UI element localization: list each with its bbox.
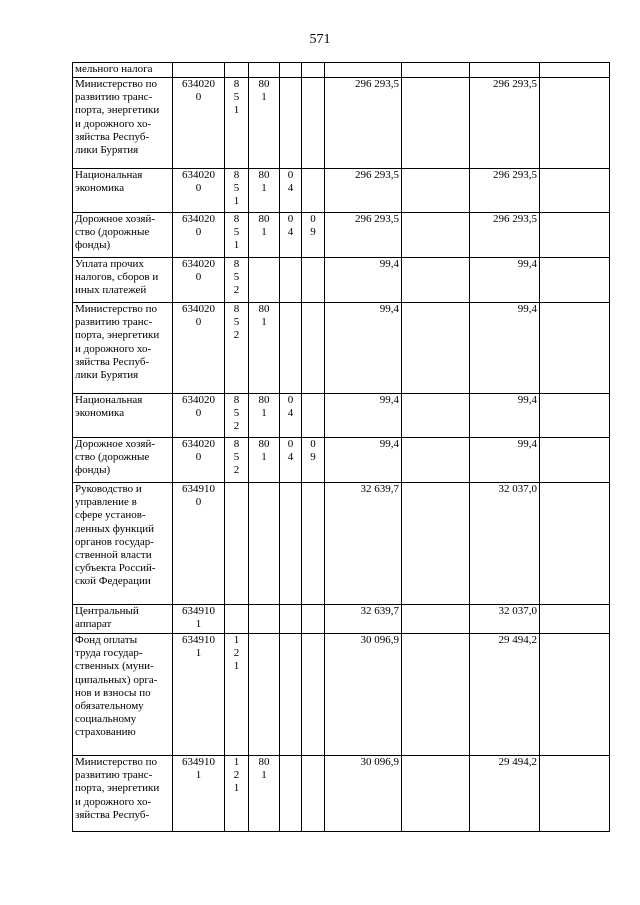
amount-cell-3: 32 037,0: [470, 483, 540, 605]
budget-table-body: [73, 63, 610, 832]
expense-type-cell: 8 5 2: [225, 438, 249, 483]
row-name-cell: Национальная экономика: [73, 169, 173, 213]
budget-table: [72, 62, 610, 832]
table-row: [73, 605, 610, 634]
target-article-cell: 634020 0: [173, 394, 225, 438]
table-row: [73, 438, 610, 483]
administrator-cell: 80 1: [249, 213, 280, 258]
subsection-cell: [302, 756, 325, 832]
amount-cell-4: [540, 483, 610, 605]
amount-cell-2: [402, 213, 470, 258]
amount-cell-3: [470, 63, 540, 78]
amount-cell-1: 99,4: [325, 258, 402, 303]
amount-cell-3: 99,4: [470, 438, 540, 483]
target-article-cell: 634020 0: [173, 169, 225, 213]
amount-cell-4: [540, 78, 610, 169]
amount-cell-1: 99,4: [325, 394, 402, 438]
administrator-cell: 80 1: [249, 756, 280, 832]
section-cell: 0 4: [280, 213, 302, 258]
amount-cell-3: 99,4: [470, 258, 540, 303]
amount-cell-3: 296 293,5: [470, 169, 540, 213]
amount-cell-3: 29 494,2: [470, 634, 540, 756]
row-name-cell: мельного налога: [73, 63, 173, 78]
administrator-cell: 80 1: [249, 394, 280, 438]
target-article-cell: 634020 0: [173, 438, 225, 483]
subsection-cell: [302, 258, 325, 303]
amount-cell-4: [540, 63, 610, 78]
expense-type-cell: 1 2 1: [225, 756, 249, 832]
table-row: [73, 78, 610, 169]
amount-cell-3: 29 494,2: [470, 756, 540, 832]
table-row: [73, 634, 610, 756]
target-article-cell: 634910 0: [173, 483, 225, 605]
expense-type-cell: 8 5 2: [225, 394, 249, 438]
expense-type-cell: 8 5 1: [225, 78, 249, 169]
amount-cell-1: [325, 63, 402, 78]
amount-cell-1: 32 639,7: [325, 483, 402, 605]
amount-cell-1: 296 293,5: [325, 169, 402, 213]
administrator-cell: [249, 258, 280, 303]
amount-cell-3: 99,4: [470, 394, 540, 438]
amount-cell-1: 30 096,9: [325, 634, 402, 756]
amount-cell-1: 30 096,9: [325, 756, 402, 832]
amount-cell-2: [402, 258, 470, 303]
amount-cell-2: [402, 303, 470, 394]
amount-cell-4: [540, 438, 610, 483]
section-cell: 0 4: [280, 394, 302, 438]
amount-cell-2: [402, 394, 470, 438]
row-name-cell: Министерство по развитию транс- порта, энергетики и дорожного хо- зяйства Респуб- лики Бурятия: [73, 78, 173, 169]
expense-type-cell: 8 5 2: [225, 303, 249, 394]
target-article-cell: 634020 0: [173, 213, 225, 258]
row-name-cell: Дорожное хозяй- ство (дорожные фонды): [73, 438, 173, 483]
administrator-cell: [249, 63, 280, 78]
section-cell: [280, 303, 302, 394]
target-article-cell: [173, 63, 225, 78]
section-cell: [280, 63, 302, 78]
row-name-cell: Дорожное хозяй- ство (дорожные фонды): [73, 213, 173, 258]
row-name-cell: Министерство по развитию транс- порта, энергетики и дорожного хо- зяйства Респуб-: [73, 756, 173, 832]
table-row: [73, 169, 610, 213]
amount-cell-2: [402, 78, 470, 169]
amount-cell-4: [540, 634, 610, 756]
amount-cell-3: 99,4: [470, 303, 540, 394]
amount-cell-3: 32 037,0: [470, 605, 540, 634]
section-cell: [280, 605, 302, 634]
section-cell: [280, 258, 302, 303]
amount-cell-3: 296 293,5: [470, 78, 540, 169]
amount-cell-2: [402, 483, 470, 605]
table-row: [73, 213, 610, 258]
table-row: [73, 756, 610, 832]
target-article-cell: 634020 0: [173, 303, 225, 394]
amount-cell-4: [540, 303, 610, 394]
administrator-cell: [249, 605, 280, 634]
subsection-cell: [302, 78, 325, 169]
amount-cell-2: [402, 634, 470, 756]
section-cell: [280, 483, 302, 605]
table-row: [73, 63, 610, 78]
amount-cell-3: 296 293,5: [470, 213, 540, 258]
section-cell: [280, 756, 302, 832]
amount-cell-4: [540, 756, 610, 832]
administrator-cell: [249, 634, 280, 756]
expense-type-cell: 1 2 1: [225, 634, 249, 756]
section-cell: [280, 634, 302, 756]
amount-cell-1: 99,4: [325, 438, 402, 483]
subsection-cell: [302, 394, 325, 438]
amount-cell-2: [402, 756, 470, 832]
subsection-cell: [302, 483, 325, 605]
amount-cell-4: [540, 394, 610, 438]
administrator-cell: [249, 483, 280, 605]
expense-type-cell: 8 5 2: [225, 258, 249, 303]
expense-type-cell: [225, 483, 249, 605]
table-row: [73, 303, 610, 394]
amount-cell-1: 296 293,5: [325, 78, 402, 169]
row-name-cell: Центральный аппарат: [73, 605, 173, 634]
administrator-cell: 80 1: [249, 438, 280, 483]
amount-cell-4: [540, 213, 610, 258]
table-row: [73, 258, 610, 303]
target-article-cell: 634020 0: [173, 258, 225, 303]
row-name-cell: Уплата прочих налогов, сборов и иных платежей: [73, 258, 173, 303]
target-article-cell: 634020 0: [173, 78, 225, 169]
subsection-cell: [302, 634, 325, 756]
row-name-cell: Министерство по развитию транс- порта, энергетики и дорожного хо- зяйства Респуб- лики Бурятия: [73, 303, 173, 394]
subsection-cell: 0 9: [302, 438, 325, 483]
page-number: 571: [309, 32, 331, 47]
row-name-cell: Руководство и управление в сфере установ- ленных функций органов государ- ственной власти субъекта Россий- ской Федерации: [73, 483, 173, 605]
subsection-cell: [302, 169, 325, 213]
amount-cell-1: 296 293,5: [325, 213, 402, 258]
section-cell: [280, 78, 302, 169]
amount-cell-2: [402, 438, 470, 483]
expense-type-cell: 8 5 1: [225, 213, 249, 258]
administrator-cell: 80 1: [249, 169, 280, 213]
target-article-cell: 634910 1: [173, 756, 225, 832]
row-name-cell: Национальная экономика: [73, 394, 173, 438]
subsection-cell: [302, 605, 325, 634]
expense-type-cell: [225, 605, 249, 634]
amount-cell-2: [402, 169, 470, 213]
target-article-cell: 634910 1: [173, 634, 225, 756]
amount-cell-4: [540, 169, 610, 213]
expense-type-cell: [225, 63, 249, 78]
amount-cell-4: [540, 258, 610, 303]
amount-cell-2: [402, 63, 470, 78]
amount-cell-4: [540, 605, 610, 634]
table-row: [73, 483, 610, 605]
subsection-cell: [302, 63, 325, 78]
amount-cell-1: 99,4: [325, 303, 402, 394]
amount-cell-2: [402, 605, 470, 634]
section-cell: 0 4: [280, 438, 302, 483]
table-row: [73, 394, 610, 438]
amount-cell-1: 32 639,7: [325, 605, 402, 634]
administrator-cell: 80 1: [249, 303, 280, 394]
target-article-cell: 634910 1: [173, 605, 225, 634]
subsection-cell: [302, 303, 325, 394]
administrator-cell: 80 1: [249, 78, 280, 169]
subsection-cell: 0 9: [302, 213, 325, 258]
section-cell: 0 4: [280, 169, 302, 213]
row-name-cell: Фонд оплаты труда государ- ственных (муни- ципальных) орга- нов и взносы по обязательному социальному страхованию: [73, 634, 173, 756]
expense-type-cell: 8 5 1: [225, 169, 249, 213]
